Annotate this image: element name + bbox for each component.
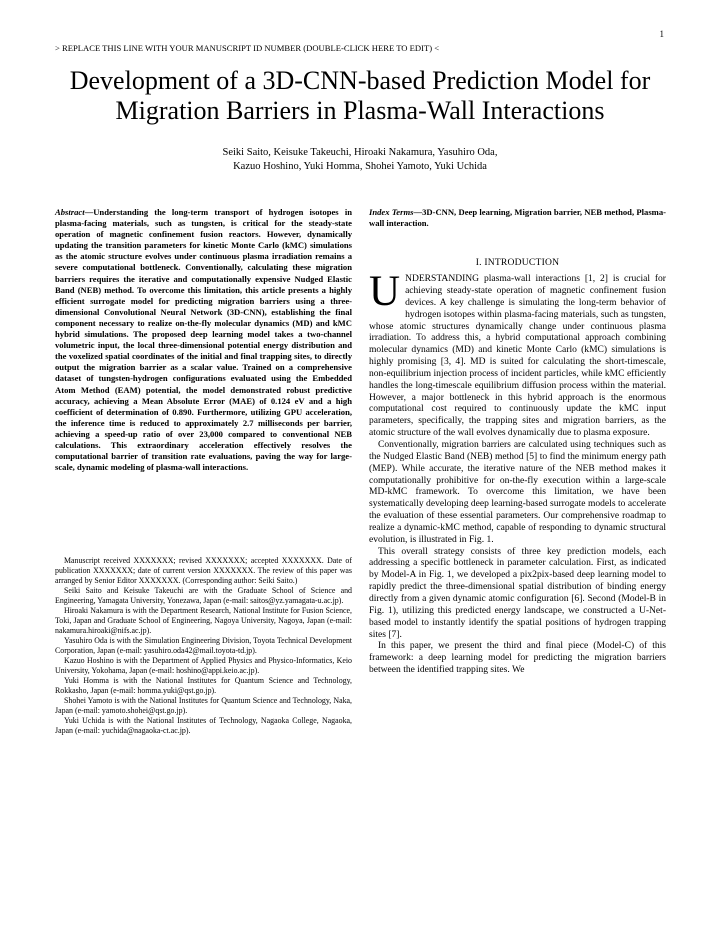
footnote-affiliation: Yuki Homma is with the National Institutes for Quantum Science and Technology, Rokkasho, Japan (e-mail: homma.yuki@qst.go.jp). bbox=[55, 676, 352, 695]
index-terms bbox=[369, 207, 666, 229]
footnote-affiliation: Shohei Yamoto is with the National Institutes for Quantum Science and Technology, Naka, Japan (e-mail: yamoto.shohei@qst.go.jp). bbox=[55, 696, 352, 715]
index-terms-text: —3D-CNN, Deep learning, Migration barrier, NEB method, Plasma-wall interaction. bbox=[369, 207, 666, 229]
footnote-manuscript: Manuscript received XXXXXXX; revised XXXXXXX; accepted XXXXXXX. Date of publication XXXXXXX; date of current version XXXXXXX. The review of this paper was arranged by Senior Editor XXXXXXX. (Corresponding author: Seiki Saito.) bbox=[55, 556, 352, 585]
intro-paragraph-1-text: plasma-wall interactions [1, 2] is crucial for achieving steady-state operation of magnetic confinement fusion devices. A key challenge is simulating the long-term behavior of hydrogen isotopes within plasma-facing materials, such as tungsten, whose atomic structures dynamically change under continuous plasma irradiation. To address this, a hybrid computational approach combining molecular dynamics (MD) and kinetic Monte Carlo (kMC) simulations is highly promising [3, 4]. MD is suited for calculating the short-timescale, non-equilibrium injection process of incident particles, while kMC efficiently handles the long-timescale equilibrium diffusion process within the material. However, a major bottleneck in this hybrid approach is the enormous computational cost required to continuously update the kMC input parameters, specifically, the trapping sites and migration barriers, as the atomic structure of the wall evolves dynamically due to plasma exposure. bbox=[369, 273, 666, 439]
paper-title: Development of a 3D-CNN-based Prediction Model for Migration Barriers in Plasma-Wall Interactions bbox=[69, 66, 651, 125]
left-column bbox=[55, 207, 352, 473]
first-word-smallcaps: NDERSTANDING bbox=[405, 273, 480, 285]
abstract bbox=[55, 207, 352, 473]
abstract-label: Abstract bbox=[55, 207, 85, 217]
intro-paragraph-3: This overall strategy consists of three key prediction models, each addressing a specific bottleneck in parameter calculation. First, as indicated by Model-A in Fig. 1, we developed a pix2pix-based deep learning model to rapidly predict the three-dimensional spatial distribution of binding energy directly from a given dynamic atomic configuration [6]. Second (Model-B in Fig. 1), utilizing this predicted energy landscape, we constructed a U-Net-based model to instantly identify the spatial positions of hydrogen trapping sites [7]. bbox=[369, 545, 666, 640]
intro-paragraph-2: Conventionally, migration barriers are calculated using techniques such as the Nudged Elastic Band (NEB) method [5] to find the minimum energy path (MEP). While accurate, the iterative nature of the NEB method makes it computationally prohibitive for on-the-fly execution within a large-scale MD-kMC framework. To overcome this limitation, we have been systematically developing deep learning-based surrogate models to accelerate the evaluation of these essential parameters. Our comprehensive roadmap to realize a dynamic-kMC method, capable of responding to dynamic structural evolution, is illustrated in Fig. 1. bbox=[369, 439, 666, 545]
introduction-body bbox=[369, 268, 666, 676]
author-footnotes bbox=[55, 556, 352, 736]
footnote-affiliation: Kazuo Hoshino is with the Department of Applied Physics and Physico-Informatics, Keio University, Yokohama, Japan (e-mail: hoshino@appi.keio.ac.jp). bbox=[55, 656, 352, 675]
footnote-affiliation: Yasuhiro Oda is with the Simulation Engineering Division, Toyota Technical Development Corporation, Japan (e-mail: yasuhiro.oda42@mail.toyota-td.jp). bbox=[55, 636, 352, 655]
authors-line-1: Seiki Saito, Keisuke Takeuchi, Hiroaki Nakamura, Yasuhiro Oda, bbox=[222, 147, 498, 158]
manuscript-id-header[interactable]: > REPLACE THIS LINE WITH YOUR MANUSCRIPT ID NUMBER (DOUBLE-CLICK HERE TO EDIT) < bbox=[55, 43, 440, 53]
footnote-affiliation: Seiki Saito and Keisuke Takeuchi are with the Graduate School of Science and Engineering, Yamagata University, Yonezawa, Japan (e-mail: saitos@yz.yamagata-u.ac.jp). bbox=[55, 586, 352, 605]
abstract-text: —Understanding the long-term transport of hydrogen isotopes in plasma-facing materials, such as tungsten, is critical for the steady-state operation of magnetic confinement fusion reactors. However, dynamically updating the transition parameters for kinetic Monte Carlo (kMC) simulations as the atomic structure evolves under continuous plasma irradiation remains a severe computational bottleneck. Conventionally, calculating these migration barriers requires the iterative and computationally expensive Nudged Elastic Band (NEB) method. To overcome this limitation, this article presents a highly efficient surrogate model for predicting migration barriers using a three-dimensional Convolutional Neural Network (3D-CNN), establishing the final component necessary to realize on-the-fly molecular dynamics (MD) and kMC hybrid simulations. The proposed deep learning model takes a two-channel volumetric input, the local three-dimensional potential energy distribution and the voxelized spatial coordinates of the initial and final trapping sites, to directly output the migration barrier as a scalar value. Trained on a comprehensive dataset of tungsten-hydrogen configurations evaluated using the Embedded Atom Method (EAM) potential, the model demonstrated robust predictive accuracy, achieving a Mean Absolute Error (MAE) of 0.124 eV and a high coefficient of determination of 0.890. Furthermore, utilizing GPU acceleration, the inference time is reduced to approximately 2.7 milliseconds per barrier, achieving a speed-up ratio of over 23,000 compared to conventional NEB calculations. This extraordinary acceleration effectively resolves the computational barrier of transition rate evaluations, paving the way for large-scale, dynamic modeling of plasma-wall interactions. bbox=[55, 207, 352, 473]
footnote-affiliation: Yuki Uchida is with the National Institutes of Technology, Nagaoka College, Nagaoka, Japan (e-mail: yuchida@nagaoka-ct.ac.jp). bbox=[55, 716, 352, 735]
author-list bbox=[40, 146, 680, 174]
footnote-affiliation: Hiroaki Nakamura is with the Department Research, National Institute for Fusion Science, Toki, Japan and Graduate School of Engineering, Nagoya University, Nagoya, Japan (e-mail: nakamura.hiroaki@nifs.ac.jp). bbox=[55, 606, 352, 635]
right-column bbox=[369, 207, 666, 676]
index-terms-label: Index Terms bbox=[369, 207, 414, 217]
drop-cap: U bbox=[369, 268, 401, 316]
authors-line-2: Kazuo Hoshino, Yuki Homma, Shohei Yamoto, Yuki Uchida bbox=[233, 161, 487, 172]
page-number: 1 bbox=[659, 29, 664, 39]
intro-paragraph-4: In this paper, we present the third and final piece (Model-C) of this framework: a deep learning model for predicting the migration barriers between the identified trapping sites. We bbox=[369, 640, 666, 676]
section-heading-introduction: I. INTRODUCTION bbox=[475, 257, 560, 269]
intro-paragraph bbox=[369, 268, 666, 439]
